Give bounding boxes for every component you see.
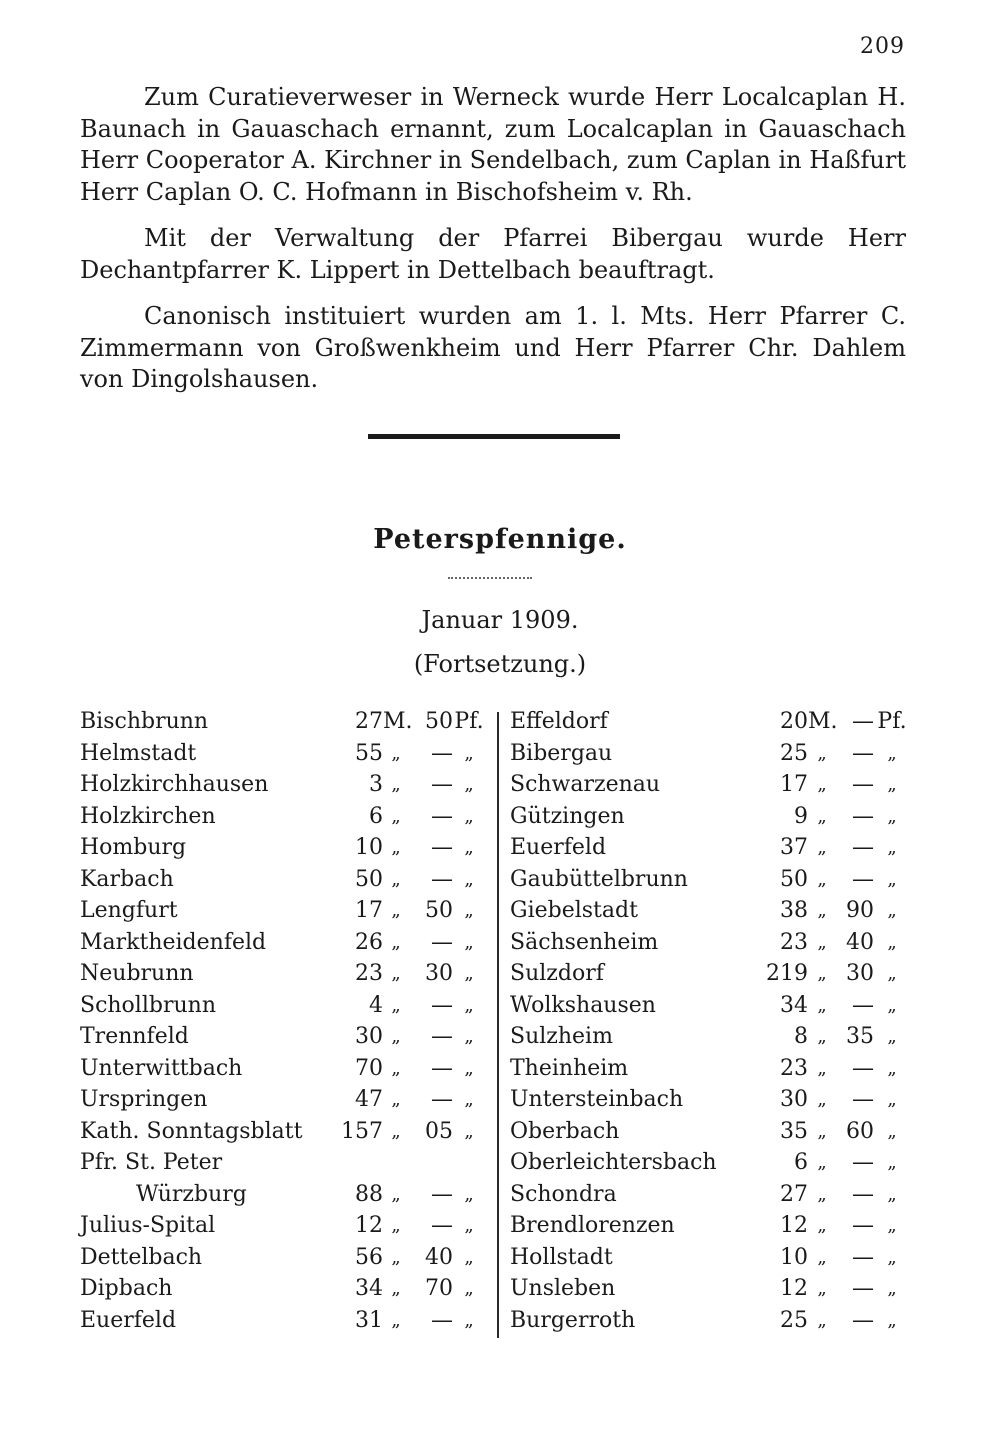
pfennig-value: 70 [425,1276,453,1301]
mark-unit: M. [383,709,413,734]
mark-value: 27 [780,1181,808,1207]
donation-row [510,738,910,770]
mark-unit: „ [391,1120,401,1142]
amount [746,1305,910,1337]
pfennig-value: 30 [846,961,874,986]
mark-value: 23 [780,929,808,955]
amount [746,1084,910,1116]
mark-value: 9 [794,803,808,829]
donation-row [80,1242,485,1274]
pfennig-unit: „ [464,1278,474,1299]
pfennig-value: — [431,803,453,829]
pfennig-unit: „ [887,1215,897,1236]
pfennig-unit: „ [887,1183,897,1205]
parish-name: Homburg [80,835,187,860]
mark-value: 30 [355,1024,383,1049]
pfennig-value: — [431,772,453,797]
amount [321,958,485,990]
parish-name: Untersteinbach [510,1087,684,1112]
parish-name: Bibergau [510,740,613,766]
donation-row [80,1273,485,1305]
mark-value: 50 [355,866,383,892]
mark-unit: „ [817,1215,827,1236]
pfennig-unit: „ [887,742,897,764]
pfennig-value: — [852,1055,874,1081]
pfennig-unit: „ [464,900,474,921]
amount [746,1210,910,1242]
parish-name: Holzkirchen [80,803,216,829]
amount [746,990,910,1022]
parish-name: Oberleichtersbach [510,1150,717,1175]
pfennig-value: — [852,772,874,797]
amount [321,832,485,864]
pfennig-unit: „ [464,1309,474,1331]
pfennig-unit: „ [464,837,474,858]
mark-value: 23 [355,961,383,986]
donation-row [80,738,485,770]
mark-unit: „ [817,1057,827,1079]
section-title: Peterspfennige. [373,524,627,555]
pfennig-value: — [852,835,874,860]
parish-name: Gützingen [510,803,625,829]
donation-row [510,1147,910,1179]
pfennig-value: — [431,992,453,1018]
amount [321,738,485,770]
amount [321,706,485,738]
amount [321,801,485,833]
mark-value: 4 [369,992,383,1018]
parish-name: Julius-Spital [80,1213,216,1238]
parish-name: Sulzheim [510,1024,613,1049]
parish-name: Trennfeld [80,1024,189,1049]
donation-row [80,1053,485,1085]
pfennig-unit: „ [464,1183,474,1205]
mark-value: 56 [355,1244,383,1270]
pfennig-unit: „ [887,837,897,858]
pfennig-unit: „ [887,1057,897,1079]
donation-row [80,1179,485,1211]
mark-unit: „ [391,1183,401,1205]
paragraph-appointments: Zum Curatieverweser in Werneck wurde Herr Localcaplan H. Baunach in Gauaschach ernannt, zum Localcaplan in Gauaschach Herr Cooperator A. Kirchner in Sendelbach, zum Caplan in Haßfurt Herr Caplan O. C. Hofmann in Bischofsheim v. Rh. [80,83,906,206]
mark-value: 30 [780,1087,808,1112]
amount [321,895,485,927]
pfennig-value: — [431,1087,453,1112]
donation-row [510,1179,910,1211]
mark-value: 35 [780,1118,808,1144]
mark-value: 8 [794,1024,808,1049]
donation-row [510,1053,910,1085]
parish-name: Urspringen [80,1087,208,1112]
mark-unit: „ [391,931,401,953]
mark-value: 219 [766,961,808,986]
mark-unit: „ [817,931,827,953]
pfennig-value: — [431,866,453,892]
amount [746,769,910,801]
parish-name: Brendlorenzen [510,1213,675,1238]
amount [321,1116,485,1148]
parish-name: Lengfurt [80,898,178,923]
pfennig-value: — [852,866,874,892]
pfennig-unit: „ [464,931,474,953]
donations-left-column [80,706,485,1336]
amount [746,927,910,959]
page-number: 209 [860,34,905,59]
parish-name: Dettelbach [80,1244,203,1270]
mark-unit: „ [817,774,827,795]
pfennig-value: 50 [425,709,453,734]
mark-value: 88 [355,1181,383,1207]
dotted-separator [448,577,532,579]
donation-row [80,1116,485,1148]
amount [746,864,910,896]
mark-value: 12 [780,1213,808,1238]
parish-name: Schollbrunn [80,992,216,1018]
donation-row [80,801,485,833]
mark-value: 50 [780,866,808,892]
pfennig-value: — [852,803,874,829]
donation-row [80,927,485,959]
amount [321,1273,485,1305]
pfennig-value: — [852,1181,874,1207]
pfennig-value: 05 [425,1118,453,1144]
mark-unit: M. [808,709,838,734]
pfennig-value: — [431,1024,453,1049]
parish-name: Schwarzenau [510,772,661,797]
donation-row [80,1021,485,1053]
donation-row [510,1242,910,1274]
donation-row [80,864,485,896]
parish-name: Karbach [80,866,174,892]
pfennig-unit: Pf. [877,709,907,734]
parish-name: Oberbach [510,1118,620,1144]
column-divider [497,712,499,1338]
mark-value: 6 [794,1150,808,1175]
donation-row [510,990,910,1022]
parish-name: Euerfeld [510,835,607,860]
mark-unit: „ [391,1057,401,1079]
donation-row [80,958,485,990]
mark-value: 37 [780,835,808,860]
mark-value: 34 [780,992,808,1018]
mark-value: 17 [780,772,808,797]
donation-row [510,1084,910,1116]
pfennig-value: — [852,740,874,766]
mark-unit: „ [817,1278,827,1299]
donation-row [510,1305,910,1337]
pfennig-unit: „ [464,1120,474,1142]
amount [321,1210,485,1242]
donation-row [80,990,485,1022]
mark-unit: „ [391,994,401,1016]
pfennig-unit: „ [887,1246,897,1268]
mark-unit: „ [817,868,827,890]
mark-unit: „ [817,1026,827,1047]
mark-value: 3 [369,772,383,797]
pfennig-unit: „ [887,1152,897,1173]
pfennig-value: — [852,1307,874,1333]
pfennig-unit: „ [464,1057,474,1079]
parish-name: Gaubüttelbrunn [510,866,688,892]
section-month: Januar 1909. [421,606,579,634]
pfennig-value: — [852,1244,874,1270]
mark-unit: „ [391,868,401,890]
pfennig-value: — [852,709,874,734]
pfennig-value: — [431,835,453,860]
pfennig-value: — [431,1055,453,1081]
pfennig-unit: „ [887,994,897,1016]
pfennig-unit: „ [464,1246,474,1268]
mark-unit: „ [391,1246,401,1268]
amount [746,706,910,738]
donation-row [510,1116,910,1148]
pfennig-unit: „ [887,1026,897,1047]
pfennig-unit: „ [464,1215,474,1236]
donation-row [510,864,910,896]
amount [746,1273,910,1305]
mark-unit: „ [817,742,827,764]
notice-paragraphs [80,82,906,411]
pfennig-unit: „ [887,774,897,795]
parish-name: Euerfeld [80,1307,177,1333]
pfennig-value: — [431,1181,453,1207]
pfennig-value: — [852,992,874,1018]
pfennig-unit: „ [887,868,897,890]
amount [746,738,910,770]
parish-name: Bischbrunn [80,709,209,734]
section-divider-rule [368,434,620,439]
pfennig-unit: „ [464,994,474,1016]
pfennig-value: — [852,1276,874,1301]
amount [746,958,910,990]
mark-unit: „ [391,1278,401,1299]
mark-value: 47 [355,1087,383,1112]
pfennig-value: — [852,1213,874,1238]
pfennig-unit: Pf. [454,709,484,734]
parish-name: Unsleben [510,1276,616,1301]
pfennig-value: — [852,1087,874,1112]
pfennig-unit: „ [887,1309,897,1331]
mark-value: 23 [780,1055,808,1081]
pfennig-unit: „ [887,805,897,827]
parish-name: Sulzdorf [510,961,604,986]
pfennig-value: — [852,1150,874,1175]
mark-unit: „ [391,1309,401,1331]
parish-name: Helmstadt [80,740,197,766]
amount [321,1084,485,1116]
mark-value: 38 [780,898,808,923]
pfennig-value: 40 [425,1244,453,1270]
pfennig-unit: „ [887,1120,897,1142]
parish-name: Wolkshausen [510,992,656,1018]
donation-row [510,801,910,833]
pfennig-unit: „ [464,963,474,984]
amount [746,895,910,927]
paragraph-institution: Canonisch instituiert wurden am 1. l. Mts. Herr Pfarrer C. Zimmermann von Großwenkheim und Herr Pfarrer Chr. Dahlem von Dingolshausen. [80,302,906,393]
pfennig-unit: „ [887,1089,897,1110]
donation-row [510,927,910,959]
donation-row [510,1273,910,1305]
amount [321,927,485,959]
parish-name: Sächsenheim [510,929,659,955]
parish-name: Pfr. St. Peter [80,1150,223,1175]
parish-name: Burgerroth [510,1307,636,1333]
parish-name: Kath. Sonntagsblatt [80,1118,303,1144]
pfennig-value: 60 [846,1118,874,1144]
pfennig-value: — [431,929,453,955]
mark-value: 20 [780,709,808,734]
donations-right-column [510,706,910,1336]
donation-row [80,1147,485,1179]
donation-row [510,1021,910,1053]
amount [321,769,485,801]
amount [746,1147,910,1179]
parish-name: Effeldorf [510,709,608,734]
pfennig-unit: „ [464,805,474,827]
mark-unit: „ [391,1089,401,1110]
mark-value: 31 [355,1307,383,1333]
mark-value: 17 [355,898,383,923]
pfennig-value: 30 [425,961,453,986]
pfennig-unit: „ [464,868,474,890]
mark-unit: „ [817,1089,827,1110]
amount [321,1021,485,1053]
mark-unit: „ [817,1309,827,1331]
amount [321,1305,485,1337]
parish-name: Würzburg [136,1181,247,1207]
amount [746,832,910,864]
amount [746,1179,910,1211]
mark-unit: „ [391,963,401,984]
amount [321,1179,485,1211]
mark-value: 12 [355,1213,383,1238]
mark-unit: „ [817,900,827,921]
mark-unit: „ [391,900,401,921]
donation-row [510,895,910,927]
parish-name: Marktheidenfeld [80,929,267,955]
mark-value: 34 [355,1276,383,1301]
section-continued-note: (Fortsetzung.) [413,650,587,678]
pfennig-value: — [431,740,453,766]
pfennig-unit: „ [887,931,897,953]
pfennig-unit: „ [887,900,897,921]
donation-row [80,1084,485,1116]
pfennig-unit: „ [464,742,474,764]
amount [321,1053,485,1085]
pfennig-value: 90 [846,898,874,923]
parish-name: Giebelstadt [510,898,638,923]
mark-unit: „ [817,1120,827,1142]
mark-value: 157 [341,1118,383,1144]
mark-unit: „ [817,994,827,1016]
mark-unit: „ [817,805,827,827]
mark-unit: „ [391,1026,401,1047]
mark-unit: „ [391,742,401,764]
mark-unit: „ [391,837,401,858]
pfennig-value: 50 [425,898,453,923]
amount [746,1053,910,1085]
parish-name: Dipbach [80,1276,173,1301]
amount [746,1021,910,1053]
donation-row [80,1210,485,1242]
amount [746,1242,910,1274]
donation-row [80,769,485,801]
mark-unit: „ [391,774,401,795]
pfennig-unit: „ [464,1026,474,1047]
pfennig-unit: „ [464,774,474,795]
mark-value: 27 [355,709,383,734]
mark-unit: „ [817,1246,827,1268]
mark-value: 70 [355,1055,383,1081]
mark-unit: „ [391,805,401,827]
donation-row [80,895,485,927]
paragraph-administration: Mit der Verwaltung der Pfarrei Bibergau wurde Herr Dechantpfarrer K. Lippert in Dettelbach beauftragt. [80,224,906,284]
pfennig-value: 40 [846,929,874,955]
amount [321,990,485,1022]
parish-name: Neubrunn [80,961,194,986]
pfennig-value: — [431,1213,453,1238]
parish-name: Unterwittbach [80,1055,243,1081]
pfennig-unit: „ [887,963,897,984]
donation-row [510,832,910,864]
amount [321,1242,485,1274]
mark-unit: „ [817,837,827,858]
parish-name: Theinheim [510,1055,629,1081]
amount [746,1116,910,1148]
mark-unit: „ [817,963,827,984]
amount [321,864,485,896]
donation-row [510,1210,910,1242]
mark-value: 10 [780,1244,808,1270]
donation-row [510,958,910,990]
pfennig-unit: „ [464,1089,474,1110]
donation-row [80,706,485,738]
mark-unit: „ [817,1183,827,1205]
mark-unit: „ [391,1215,401,1236]
mark-value: 55 [355,740,383,766]
donation-row [80,832,485,864]
mark-value: 25 [780,1307,808,1333]
donation-row [510,769,910,801]
parish-name: Schondra [510,1181,617,1207]
mark-value: 10 [355,835,383,860]
pfennig-value: — [431,1307,453,1333]
pfennig-unit: „ [887,1278,897,1299]
parish-name: Hollstadt [510,1244,613,1270]
donation-row [510,706,910,738]
donation-row [80,1305,485,1337]
amount [746,801,910,833]
mark-value: 26 [355,929,383,955]
mark-value: 6 [369,803,383,829]
parish-name: Holzkirchhausen [80,772,269,797]
mark-value: 12 [780,1276,808,1301]
mark-unit: „ [817,1152,827,1173]
mark-value: 25 [780,740,808,766]
pfennig-value: 35 [846,1024,874,1049]
